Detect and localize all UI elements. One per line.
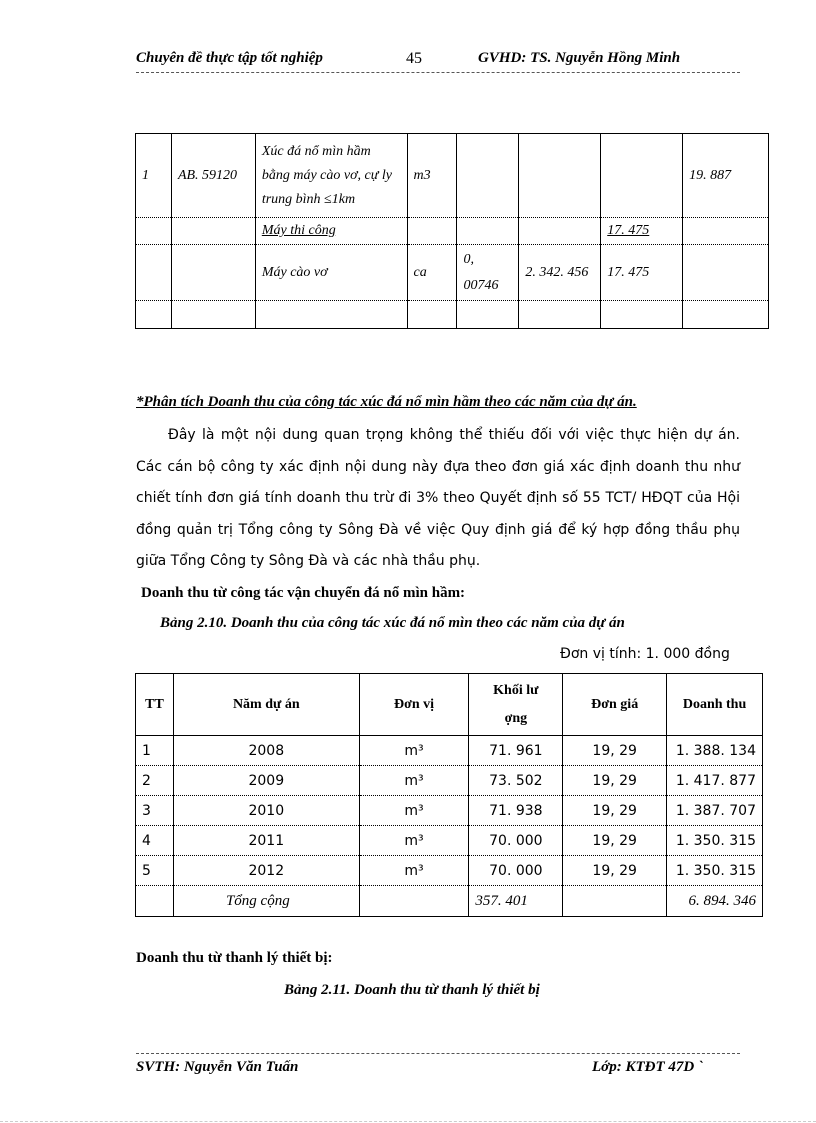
table-cell: 71. 961 [469,736,563,766]
total-label: Tổng cộng [173,886,359,917]
table-cell: 73. 502 [469,766,563,796]
table-cell: 70. 000 [469,856,563,886]
table-cell [601,134,683,218]
column-header: Doanh thu [667,674,763,736]
table-cell: m³ [359,826,469,856]
table-cell [683,218,769,245]
table-cell [457,301,519,329]
table-cell: Máy cào vơ [255,245,407,301]
table-cell: 3 [136,796,174,826]
table-cell: 2009 [173,766,359,796]
table-cell [171,245,255,301]
table-cell: 2008 [173,736,359,766]
table-row [136,796,763,826]
liquidation-subheading: Doanh thu từ thanh lý thiết bị: [136,950,333,966]
table-cell: 19, 29 [563,826,667,856]
footer-left: SVTH: Nguyễn Văn Tuấn [136,1059,299,1075]
header-right: GVHD: TS. Nguyễn Hồng Minh [478,50,681,66]
table-cell: 2011 [173,826,359,856]
table-cell: 1. 350. 315 [667,856,763,886]
table-cell [519,134,601,218]
table-cell [407,301,457,329]
table-cell: Xúc đá nổ mìn hầm bằng máy cào vơ, cự ly trung bình ≤1km [255,134,407,218]
table-cell [457,134,519,218]
column-header: TT [136,674,174,736]
unit-note: Đơn vị tính: 1. 000 đồng [560,646,730,662]
table-cell: 2. 342. 456 [519,245,601,301]
table-caption-2: Bảng 2.11. Doanh thu từ thanh lý thiết bị [284,982,540,998]
table-cell [683,245,769,301]
table-cell: 1 [136,134,172,218]
table-cell: 19, 29 [563,856,667,886]
table-cell [136,245,172,301]
table-cell: 5 [136,856,174,886]
table-cell: 4 [136,826,174,856]
table-cell: 1. 350. 315 [667,826,763,856]
table-cell [407,218,457,245]
total-volume: 357. 401 [469,886,563,917]
header-left: Chuyên đề thực tập tốt nghiệp [136,50,323,66]
table-cell: 1. 388. 134 [667,736,763,766]
table-cell [171,301,255,329]
table-cell: m3 [407,134,457,218]
revenue-subheading: Doanh thu từ công tác vận chuyển đá nổ mìn hầm: [141,585,466,601]
total-row [136,886,763,917]
table-cell: 1. 387. 707 [667,796,763,826]
table-row [136,856,763,886]
table-cell [563,886,667,917]
table-row [136,245,769,301]
table-row [136,134,769,218]
table-cell: 2 [136,766,174,796]
section-title: *Phân tích Doanh thu của công tác xúc đá nổ mìn hầm theo các năm của dự án. [136,394,637,410]
table-cell [136,886,174,917]
table-cell [136,301,172,329]
table-cell [683,301,769,329]
table-header-row [136,674,763,736]
table-cell: 19, 29 [563,796,667,826]
column-header: Năm dự án [173,674,359,736]
table-row [136,826,763,856]
table-cell [171,218,255,245]
page-edge [0,1121,816,1122]
table-cell [359,886,469,917]
revenue-table [135,673,763,917]
table-cell: m³ [359,736,469,766]
table-cell: 0, 00746 [457,245,519,301]
table-cell [136,218,172,245]
table-row [136,218,769,245]
table-cell [457,218,519,245]
column-header: Đơn vị [359,674,469,736]
table-row [136,736,763,766]
table-caption: Bảng 2.10. Doanh thu của công tác xúc đá nổ mìn theo các năm của dự án [160,615,625,631]
table-cell: ca [407,245,457,301]
table-row [136,301,769,329]
page-number: 45 [406,50,422,67]
table-cell: 1 [136,736,174,766]
table-cell: 2010 [173,796,359,826]
table-cell: m³ [359,856,469,886]
footer-right: Lớp: KTĐT 47D ` [592,1059,703,1075]
table-cell: 70. 000 [469,826,563,856]
column-header: Khối lư ợng [469,674,563,736]
table-cell: 71. 938 [469,796,563,826]
table-cell: m³ [359,796,469,826]
table-cell: 19, 29 [563,766,667,796]
table-cell: 19. 887 [683,134,769,218]
total-revenue: 6. 894. 346 [667,886,763,917]
table-cell: m³ [359,766,469,796]
column-header: Đơn giá [563,674,667,736]
table-cell: 1. 417. 877 [667,766,763,796]
table-cell [519,218,601,245]
table-cell: 17. 475 [601,218,683,245]
table-cell [519,301,601,329]
footer-rule [136,1053,740,1054]
table-cell: 17. 475 [601,245,683,301]
header-rule [136,72,740,73]
table-cell: 2012 [173,856,359,886]
table-cell: AB. 59120 [171,134,255,218]
table-cell [601,301,683,329]
cost-table [135,133,769,329]
table-row [136,766,763,796]
table-cell: 19, 29 [563,736,667,766]
table-cell [255,301,407,329]
body-paragraph: Đây là một nội dung quan trọng không thể thiếu đối với việc thực hiện dự án. Các cán bộ công ty xác định nội dung này đựa theo đơn giá xác định doanh thu như chiết tính đơn giá tính doanh thu trừ đi 3% theo Quyết định số 55 TCT/ HĐQT của Hội đồng quản trị Tổng công ty Sông Đà về việc Quy định giá để ký hợp đồng thầu phụ giữa Tổng Công ty Sông Đà và các nhà thầu phụ. [136,427,740,569]
table-cell: Máy thi công [255,218,407,245]
